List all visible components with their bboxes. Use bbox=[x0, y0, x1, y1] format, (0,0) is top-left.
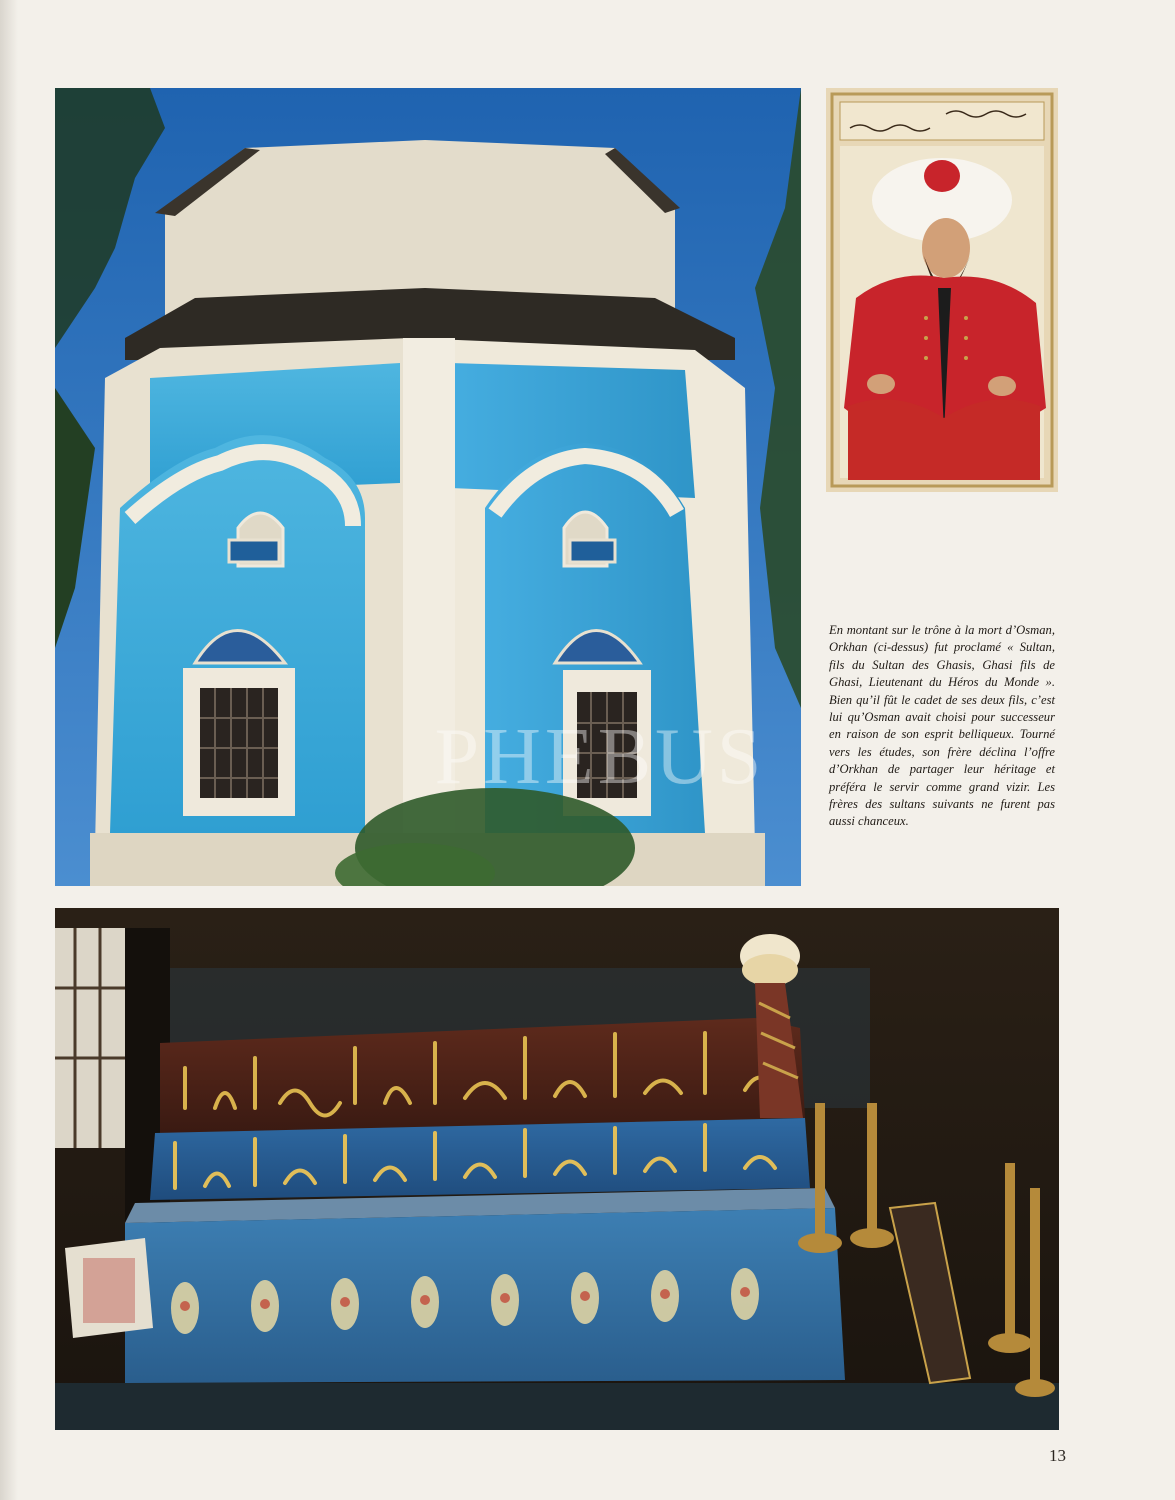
page-number: 13 bbox=[1049, 1446, 1066, 1465]
orkhan-cenotaph-photo bbox=[55, 908, 1059, 1430]
portrait-caption: En montant sur le trône à la mort d’Osman, Orkhan (ci-dessus) fut proclamé « Sultan, fils du Sultan des Ghasis, Ghasi fils de Ghasi, Lieutenant du Héros du Monde ». Bien qu’il fût le cadet de ses deux fils, c’est lui qu’Osman avait choisi pour successeur en raison de son esprit belliqueux. Tourné vers les études, son frère déclina l’offre d’Orkhan de partager leur héritage et préféra le servir comme grand vizir. Les frères des sultans suivants ne furent pas aussi chanceux. bbox=[829, 623, 1055, 829]
page-binding-shadow bbox=[0, 0, 18, 1500]
watermark: PHEBUS bbox=[434, 713, 766, 801]
orkhan-portrait-miniature bbox=[826, 88, 1058, 492]
tomb-exterior-photo bbox=[55, 88, 801, 886]
